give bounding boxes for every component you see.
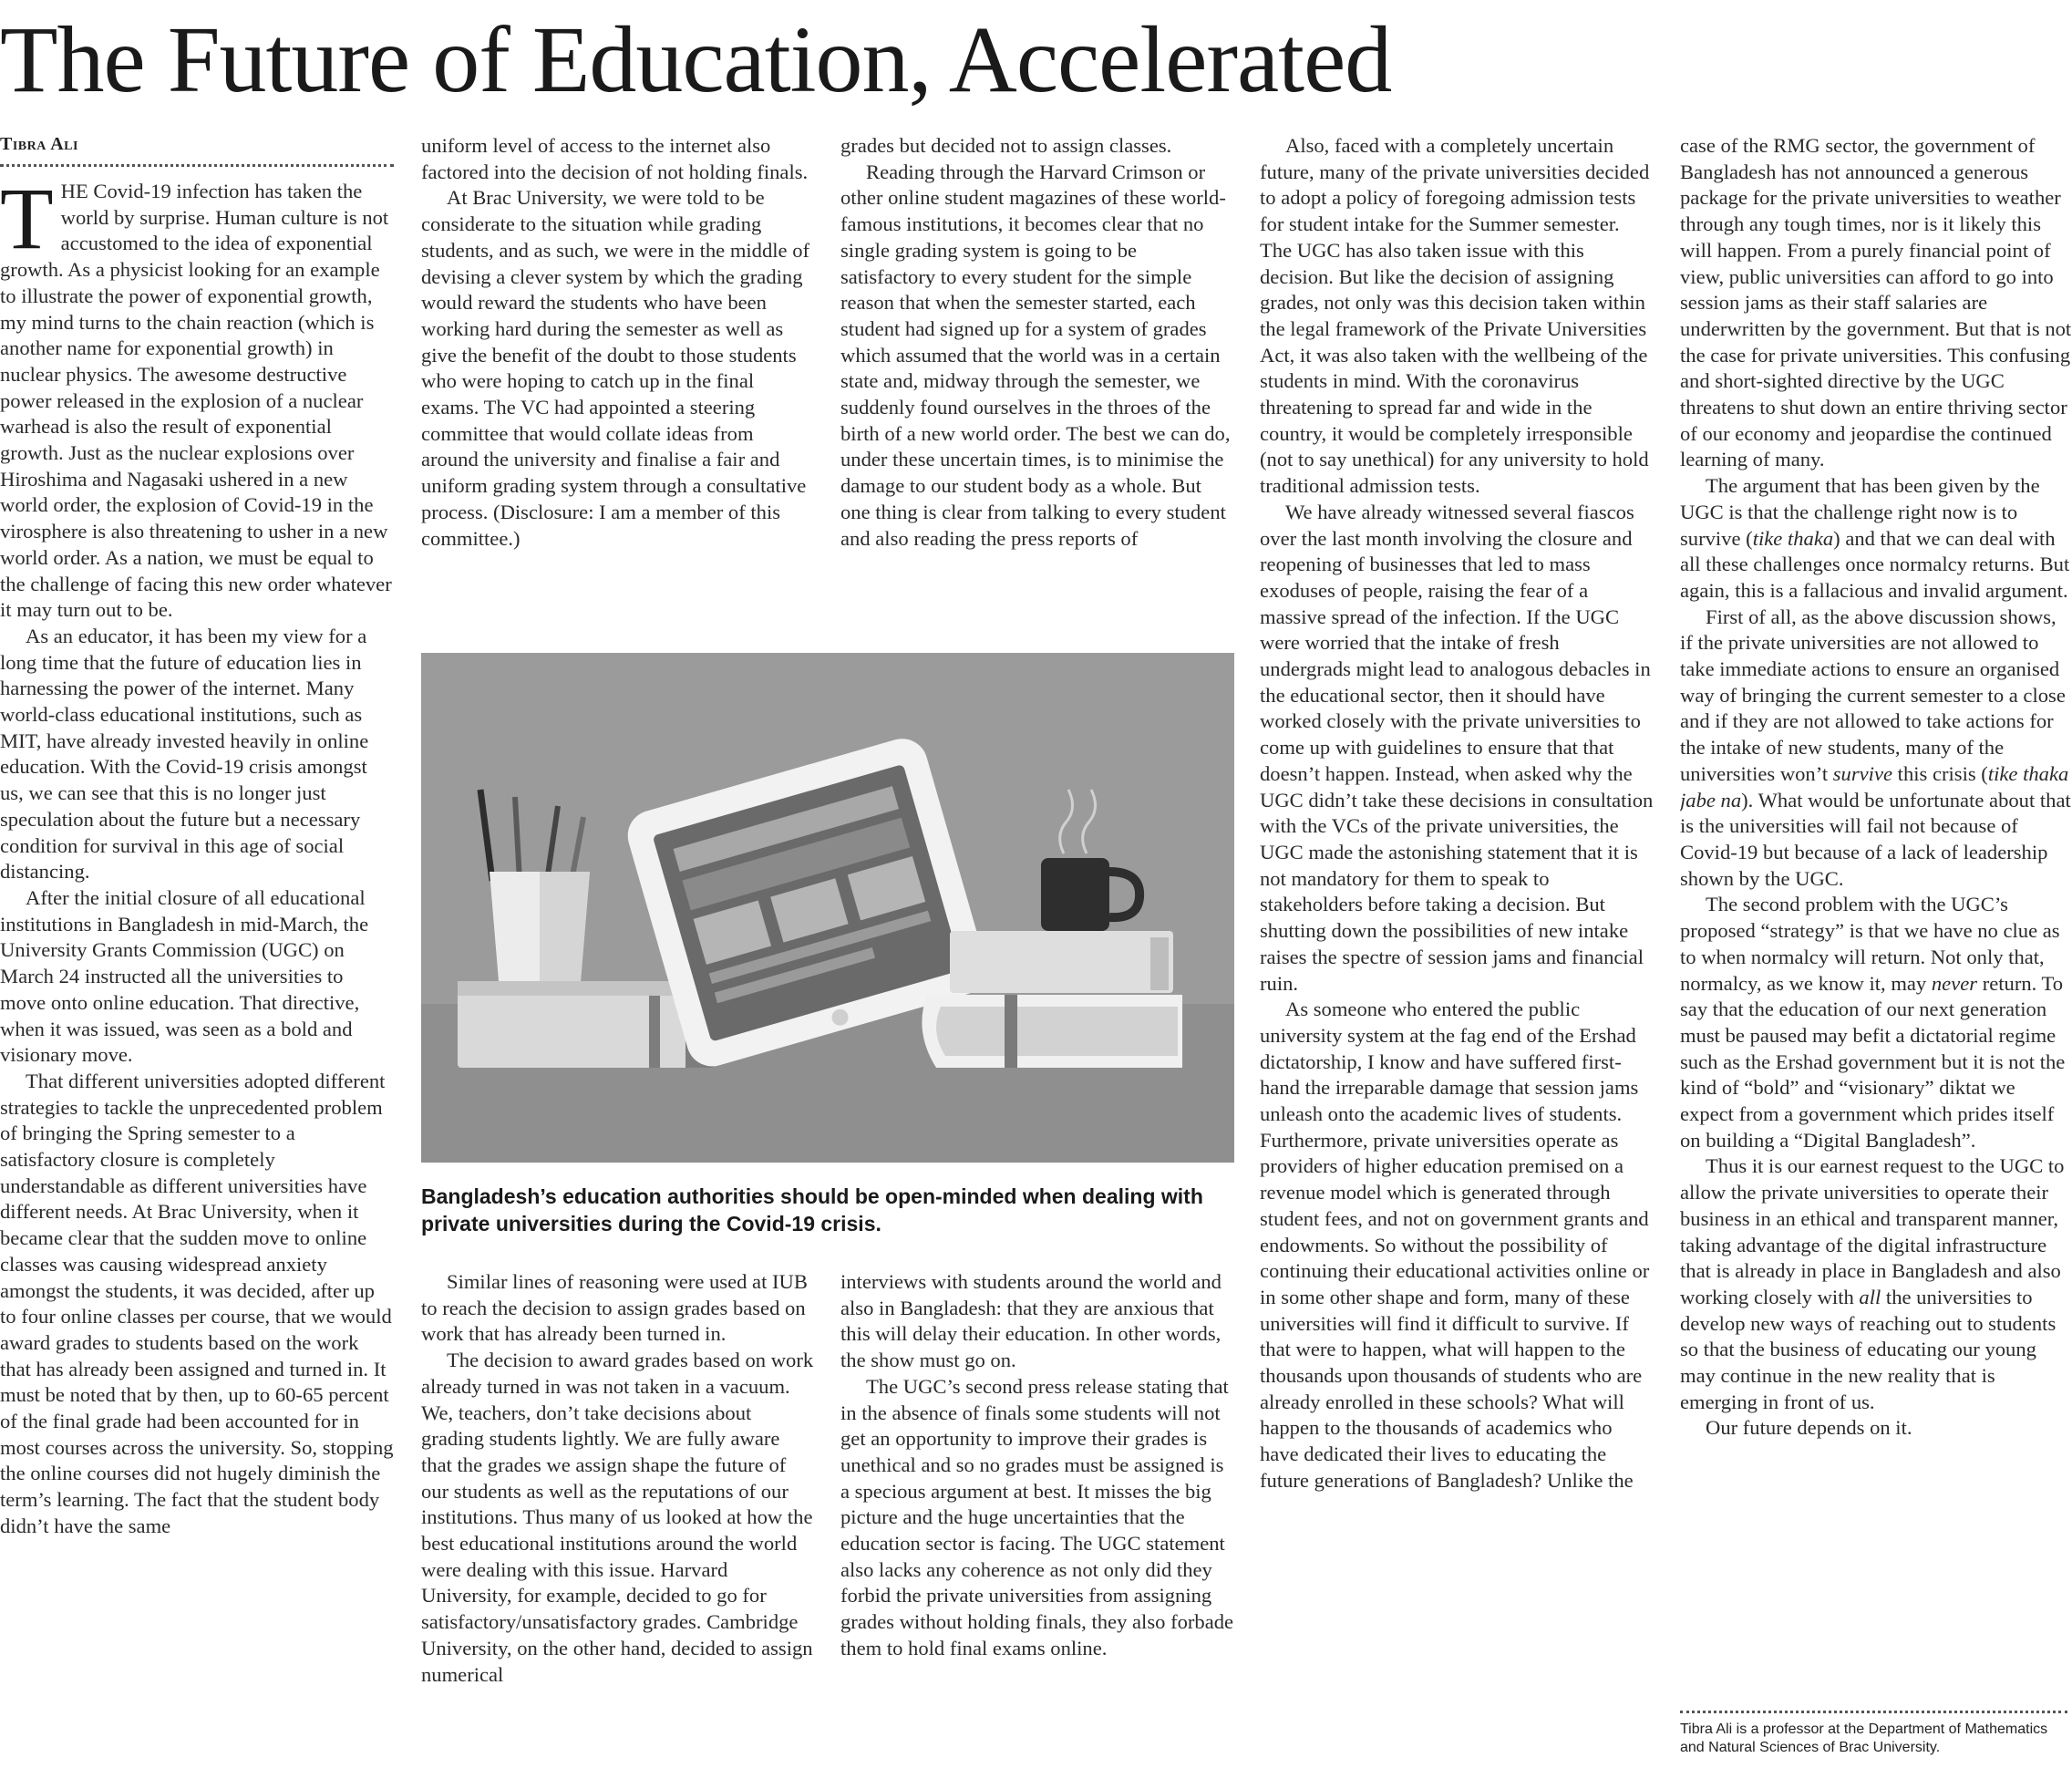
article-column-5 xyxy=(1680,133,2072,1703)
book-stack-icon xyxy=(922,931,1182,1068)
paragraph: We have already witnessed several fiascos over the last month involving the closure and reopening of businesses that led to mass exoduses of people, raising the fear of a massive spread of the infection. If the UGC were worried that the intake of fresh undergrads might lead to analogous debacles in the educational sector, then it should have worked closely with the private universities to come up with guidelines to ensure that that doesn’t happen. Instead, when asked why the UGC didn’t take these decisions in consultation with the VCs of the private universities, the UGC made the astonishing statement that it is not mandatory for them to speak to stakeholders before taking a decision. But shutting down the possibilities of new intake raises the spectre of session jams and financial ruin. xyxy=(1260,500,1654,995)
paragraph-continued: uniform level of access to the internet also factored into the decision of not holding finals. xyxy=(421,134,809,183)
paragraph: That different universities adopted different strategies to tackle the unprecedented problem of bringing the Spring semester to a satisfactory closure is completely understandable as different universities have different needs. At Brac University, when it became clear that the sudden move to online classes was causing widespread anxiety amongst the students, it was decided, after up to four online classes per course, that we would award grades to students based on the work that has already been assigned and turned in. It must be noted that by then, up to 60-65 percent of the final grade had been accounted for in most courses across the university. So, stopping the online courses did not hugely diminish the term’s learning. The fact that the student body didn’t have the same xyxy=(0,1069,394,1537)
text-run: the universities to develop new ways of reaching out to students so that the business of educating our young may continue in the new reality that is emerging in front of us. xyxy=(1680,1285,2057,1413)
article-headline: The Future of Education, Accelerated xyxy=(0,7,1392,112)
paragraph: Our future depends on it. xyxy=(1706,1416,1912,1440)
paragraph: As someone who entered the public university system at the fag end of the Ershad dictatorship, I know and have suffered first-hand the irreparable damage that session jams unleash onto the academic lives of students. Furthermore, private universities operate as providers of higher education premised on a revenue model which is generated through student fees, and not on government grants and endowments. So without the possibility of continuing their educational activities online or in some other shape and form, many of these universities will find it difficult to survive. If that were to happen, what will happen to the thousands upon thousands of students who are already enrolled in these schools? What will happen to the thousands of academics who have dedicated their lives to educating the future generations of Bangladesh? Unlike the xyxy=(1260,998,1650,1492)
article-column-2-top xyxy=(421,133,815,635)
opening-text: Covid-19 infection has taken the world by surprise. Human culture is not accustomed to the idea of exponential growth. As a physicist looking for an example to illustrate the power of exponential growth, my mind turns to the chain reaction (which is another name for exponential growth) in nuclear physics. The awesome destructive power released in the explosion of a nuclear warhead is also the result of exponential growth. Just as the nuclear explosions over Hiroshima and Nagasaki ushered in a new world order, the explosion of Covid-19 in the virosphere is also threatening to usher in a new world order. As a nation, we must be equal to the challenge of facing this new order whatever it may turn out to be. xyxy=(0,180,392,622)
italic-text: survive xyxy=(1832,761,1893,785)
paragraph xyxy=(1680,1153,2072,1415)
text-run: Thus it is our earnest request to the UGC to allow the private universities to operate their business in an ethical and transparent manner, taking advantage of the digital infrastructure that is already in place in Bangladesh and also working closely with xyxy=(1680,1154,2065,1308)
text-run: ). What would be unfortunate about that is the universities will fail not because of Covid-19 but because of a lack of leadership shown by the UGC. xyxy=(1680,788,2071,890)
text-run: return. To say that the education of our next generation must be paused may befit a dictatorial regime such as the Ershad government but it is not the kind of “bold” and “visionary” diktat we expect from a government which prides itself on building a “Digital Bangladesh”. xyxy=(1680,971,2066,1152)
paragraph: The decision to award grades based on work already turned in was not taken in a vacuum. We, teachers, don’t take decisions about grading students lightly. We are fully aware that the grades we assign shape the future of our students as well as the reputations of our institutions. Thus many of us looked at how the best educational institutions around the world were dealing with this issue. Harvard University, for example, decided to go for satisfactory/unsatisfactory grades. Cambridge University, on the other hand, decided to assign numerical xyxy=(421,1349,814,1686)
byline: Tibra Ali xyxy=(0,134,394,167)
text-run: ) and that we can deal with all these challenges once normalcy returns. But again, this is a fallacious and invalid argument. xyxy=(1680,526,2070,602)
desk-illustration-graphic xyxy=(421,653,1234,1163)
paragraph xyxy=(1680,473,2072,605)
italic-text: all xyxy=(1859,1285,1881,1308)
article-column-2-bottom xyxy=(421,1269,815,1765)
image-caption: Bangladesh’s education authorities should be open-minded when dealing with private universities during the Covid-19 crisis. xyxy=(421,1184,1203,1236)
bio-divider xyxy=(1680,1711,2067,1713)
paragraph-continued: interviews with students around the world and also in Bangladesh: that they are anxious that this will delay their education. In other words, the show must go on. xyxy=(840,1270,1222,1372)
text-run: The argument that has been given by the UGC is that the challenge right now is to survive ( xyxy=(1680,474,2040,550)
italic-text: tike thaka jabe na xyxy=(1680,761,2069,812)
paragraph: After the initial closure of all educational institutions in Bangladesh in mid-March, the University Grants Commission (UGC) on March 24 instructed all the universities to move onto online education. That directive, when it was issued, was seen as a bold and visionary move. xyxy=(0,885,369,1067)
paragraph: At Brac University, we were told to be considerate to the situation while grading students, and as such, we were in the middle of devising a clever system by which the grading would reward the students who have been working hard during the semester as well as give the benefit of the doubt to those students who were hoping to catch up in the final exams. The VC had appointed a steering committee that would collate ideas from around the university and finalise a fair and uniform grading system through a consultative process. (Disclosure: I am a member of this committee.) xyxy=(421,186,810,550)
text-run: this crisis ( xyxy=(1892,761,1988,785)
article-column-4 xyxy=(1260,133,1654,1765)
opening-paragraph xyxy=(0,179,394,624)
paragraph xyxy=(1680,892,2072,1153)
paragraph: Also, faced with a completely uncertain future, many of the private universities decided to adopt a policy of foregoing admission tests for student intake for the Summer semester. The UGC has also taken issue with this decision. But like the decision of assigning grades, not only was this decision taken within the legal framework of the Private Universities Act, it was also taken with the wellbeing of the students in mind. With the coronavirus threatening to spread far and wide in the country, it would be completely irresponsible (not to say unethical) for any university to hold traditional admission tests. xyxy=(1260,134,1650,498)
paragraph: Reading through the Harvard Crimson or other online student magazines of these world-famous institutions, it becomes clear that no single grading system is going to be satisfactory to every student for the simple reason that when the semester started, each student had signed up for a system of grades which assumed that the world was in a certain state and, midway through the semester, we suddenly found ourselves in the throes of the birth of a new world order. The best we can do, under these uncertain times, is to minimise the damage to our student body as a whole. But one thing is clear from talking to every student and also reading the press reports of xyxy=(840,160,1231,550)
text-run: The second problem with the UGC’s proposed “strategy” is that we have no clue as to when normalcy will return. Not only that, normalcy, as we know it, may xyxy=(1680,893,2060,995)
paragraph: The UGC’s second press release stating that in the absence of finals some students will not get an opportunity to improve their grades is unethical and so no grades must be assigned is a specious argument at best. It misses the big picture and the huge uncertainties that the education sector is facing. The UGC statement also lacks any coherence as not only did they forbid the private universities from assigning grades without holding finals, they also forbade them to hold final exams online. xyxy=(840,1374,1234,1659)
paragraph: As an educator, it has been my view for a long time that the future of education lies in harnessing the power of the internet. Many world-class educational institutions, such as MIT, have already invested heavily in online education. With the Covid-19 crisis amongst us, we can see that this is no longer just speculation about the future but a necessary condition for survival in this age of social distancing. xyxy=(0,624,369,884)
text-run: First of all, as the above discussion shows, if the private universities are not allowed to take immediate actions to ensure an organised way of bringing the current semester to a close and if they are not allowed to take actions for the intake of new students, many of the universities won’t xyxy=(1680,605,2066,785)
drop-cap: T xyxy=(0,179,54,267)
italic-text: never xyxy=(1931,971,1978,995)
author-bio: Tibra Ali is a professor at the Department of Mathematics and Natural Sciences of Brac University. xyxy=(1680,1721,2048,1755)
article-illustration xyxy=(421,653,1234,1163)
paragraph-continued: case of the RMG sector, the government of Bangladesh has not announced a generous package for the private universities to weather through any tough times, nor is it likely this will happen. From a purely financial point of view, public universities can afford to go into session jams as their staff salaries are underwritten by the government. But that is not the case for private universities. This confusing and short-sighted directive by the UGC threatens to shut down an entire thriving sector of our economy and jeopardise the continued learning of many. xyxy=(1680,134,2072,471)
paragraph xyxy=(1680,605,2072,893)
opening-small-caps: HE xyxy=(60,180,88,202)
paragraph: Similar lines of reasoning were used at IUB to reach the decision to assign grades based on work that has already been turned in. xyxy=(421,1270,808,1346)
article-column-1 xyxy=(0,179,394,1765)
article-column-3-bottom xyxy=(840,1269,1234,1765)
article-column-3-top xyxy=(840,133,1234,635)
paragraph-continued: grades but decided not to assign classes. xyxy=(840,134,1172,157)
italic-text: tike thaka xyxy=(1752,526,1834,550)
